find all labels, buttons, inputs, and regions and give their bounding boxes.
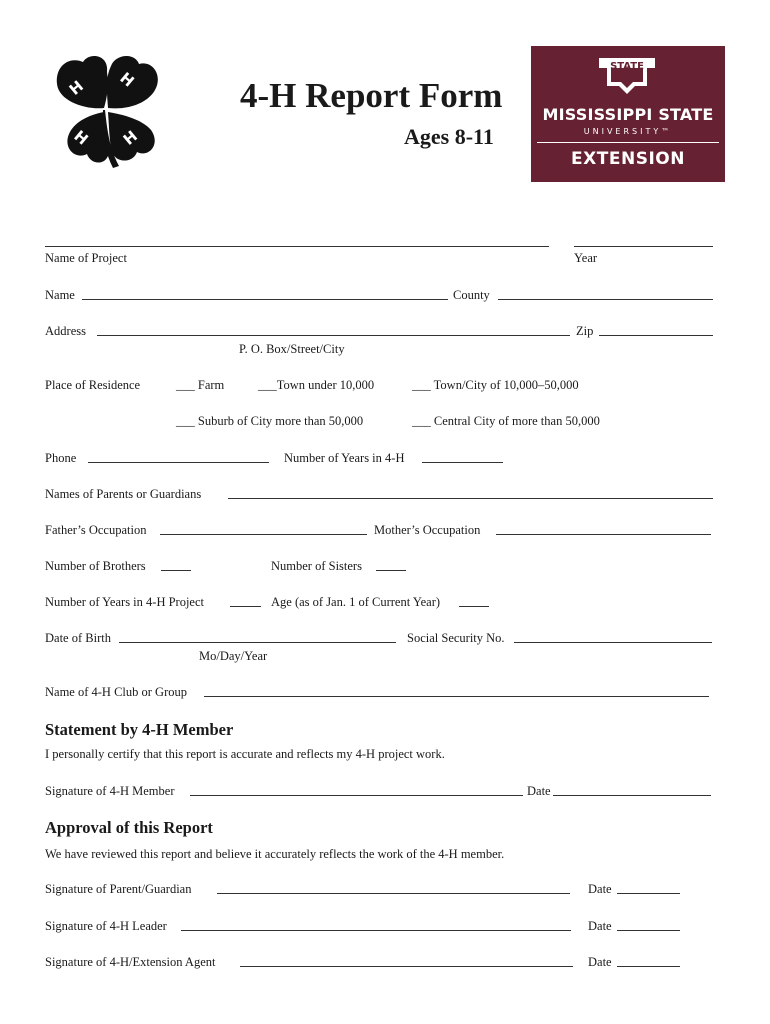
brothers-field[interactable]	[161, 558, 191, 571]
svg-text:H: H	[116, 68, 138, 91]
parents-field[interactable]	[228, 486, 713, 499]
msu-name: MISSISSIPPI STATE	[542, 105, 714, 124]
page-title: 4-H Report Form	[240, 76, 503, 115]
father-occupation-label: Father’s Occupation	[45, 523, 147, 537]
msu-university: UNIVERSITY™	[583, 127, 673, 136]
residence-option-suburb[interactable]: ___ Suburb of City more than 50,000	[176, 414, 364, 428]
leader-date-label: Date	[588, 919, 612, 933]
year-label: Year	[574, 251, 598, 265]
member-signature-field[interactable]	[190, 783, 523, 796]
county-label: County	[453, 288, 490, 302]
mother-occupation-field[interactable]	[496, 522, 711, 535]
approval-heading: Approval of this Report	[45, 818, 213, 837]
parent-signature-label: Signature of Parent/Guardian	[45, 882, 192, 896]
zip-label: Zip	[576, 324, 594, 338]
svg-text:H: H	[65, 76, 87, 99]
project-name-field[interactable]	[45, 236, 549, 247]
dob-field[interactable]	[119, 630, 396, 643]
ssn-label: Social Security No.	[407, 631, 505, 645]
dob-hint: Mo/Day/Year	[199, 649, 268, 663]
ssn-field[interactable]	[514, 630, 712, 643]
leader-signature-field[interactable]	[181, 918, 571, 931]
statement-heading: Statement by 4-H Member	[45, 720, 234, 739]
svg-text:H: H	[70, 126, 92, 149]
years-in-4h-field[interactable]	[422, 450, 503, 463]
page-subtitle: Ages 8-11	[404, 124, 494, 149]
parents-label: Names of Parents or Guardians	[45, 487, 202, 501]
years-in-project-field[interactable]	[230, 594, 261, 607]
name-field[interactable]	[82, 287, 448, 300]
address-hint: P. O. Box/Street/City	[239, 342, 345, 356]
age-label: Age (as of Jan. 1 of Current Year)	[271, 595, 441, 609]
age-field[interactable]	[459, 594, 489, 607]
zip-field[interactable]	[599, 323, 713, 336]
member-signature-label: Signature of 4-H Member	[45, 784, 175, 798]
dob-label: Date of Birth	[45, 631, 111, 645]
club-field[interactable]	[204, 684, 709, 697]
phone-field[interactable]	[88, 450, 269, 463]
sisters-label: Number of Sisters	[271, 559, 362, 573]
brothers-label: Number of Brothers	[45, 559, 146, 573]
parent-signature-field[interactable]	[217, 881, 570, 894]
msu-badge-text: STATE	[610, 61, 644, 72]
agent-signature-label: Signature of 4-H/Extension Agent	[45, 955, 216, 969]
svg-text:H: H	[119, 126, 141, 149]
address-field[interactable]	[97, 323, 570, 336]
mother-occupation-label: Mother’s Occupation	[374, 523, 481, 537]
residence-label: Place of Residence	[45, 378, 141, 392]
agent-signature-field[interactable]	[240, 954, 573, 967]
years-in-project-label: Number of Years in 4-H Project	[45, 595, 205, 609]
residence-option-farm[interactable]: ___ Farm	[176, 378, 225, 392]
member-date-label: Date	[527, 784, 551, 798]
name-label: Name	[45, 288, 75, 302]
statement-text: I personally certify that this report is accurate and reflects my 4-H project work.	[45, 747, 445, 761]
year-field[interactable]	[574, 236, 713, 247]
project-name-label: Name of Project	[45, 251, 127, 265]
address-label: Address	[45, 324, 86, 338]
leader-signature-label: Signature of 4-H Leader	[45, 919, 167, 933]
parent-date-label: Date	[588, 882, 612, 896]
years-in-4h-label: Number of Years in 4-H	[284, 451, 405, 465]
sisters-field[interactable]	[376, 558, 406, 571]
residence-option-central-city[interactable]: ___ Central City of more than 50,000	[412, 414, 600, 428]
parent-date-field[interactable]	[617, 881, 680, 894]
club-label: Name of 4-H Club or Group	[45, 685, 187, 699]
leader-date-field[interactable]	[617, 918, 680, 931]
msu-extension-logo	[531, 46, 725, 182]
agent-date-label: Date	[588, 955, 612, 969]
residence-option-town-under-10000[interactable]: ___Town under 10,000	[258, 378, 375, 392]
msu-extension: EXTENSION	[571, 149, 685, 169]
agent-date-field[interactable]	[617, 954, 680, 967]
member-date-field[interactable]	[553, 783, 711, 796]
phone-label: Phone	[45, 451, 77, 465]
county-field[interactable]	[498, 287, 713, 300]
four-leaf-clover-4h-icon	[47, 48, 165, 176]
approval-text: We have reviewed this report and believe it accurately reflects the work of the 4-H member.	[45, 847, 505, 861]
msu-divider	[537, 142, 719, 143]
residence-option-town-10000-50000[interactable]: ___ Town/City of 10,000–50,000	[412, 378, 579, 392]
father-occupation-field[interactable]	[160, 522, 367, 535]
